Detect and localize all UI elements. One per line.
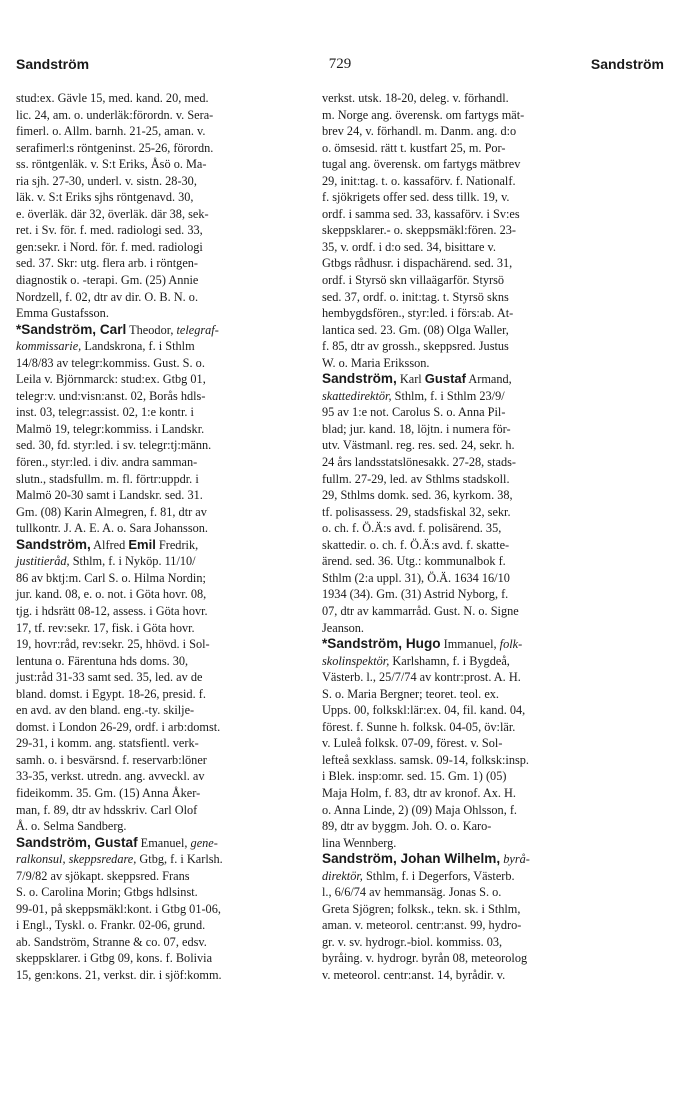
- text-line: [322, 487, 622, 504]
- occupation-title: gene-: [190, 835, 218, 850]
- text-line: [16, 404, 316, 421]
- text-segment: skeppsklarer.- o. skeppsmäkl:fören. 23-: [322, 223, 516, 238]
- text-line: [16, 835, 316, 852]
- text-line: [322, 140, 622, 157]
- text-line: [322, 338, 622, 355]
- text-line: [16, 520, 316, 537]
- text-line: [16, 388, 316, 405]
- text-segment: S. o. Maria Bergner; teoret. teol. ex.: [322, 686, 500, 701]
- text-segment: m. Norge ang. överensk. om fartygs mät-: [322, 107, 525, 122]
- text-line: [322, 504, 622, 521]
- text-segment: utv. Västmanl. reg. res. sed. 24, sekr. h.: [322, 438, 515, 453]
- text-segment: samh. o. i besvärsnd. f. reservarb:löner: [16, 752, 207, 767]
- entry-headword: Sandström,: [322, 371, 397, 387]
- text-line: [16, 636, 316, 653]
- occupation-title: folk-: [499, 637, 523, 652]
- text-line: [16, 917, 316, 934]
- text-segment: fören., styr:led. i div. andra samman-: [16, 455, 198, 470]
- text-line: [16, 702, 316, 719]
- text-line: [16, 189, 316, 206]
- text-line: [16, 570, 316, 587]
- text-segment: gen:sekr. i Nord. för. f. med. radiologi: [16, 239, 203, 254]
- text-segment: ärend. sed. 36. Utg.: kommunalbok f.: [322, 554, 506, 569]
- text-line: [322, 239, 622, 256]
- text-segment: 95 av 1:e not. Carolus S. o. Anna Pil-: [322, 405, 506, 420]
- text-segment: ss. röntgenläk. v. S:t Eriks, Åsö o. Ma-: [16, 157, 207, 172]
- text-segment: lina Wennberg.: [322, 835, 397, 850]
- text-line: [322, 206, 622, 223]
- text-line: [16, 537, 316, 554]
- text-segment: Immanuel,: [440, 637, 500, 652]
- text-line: [16, 289, 316, 306]
- text-line: [322, 851, 622, 868]
- text-segment: i Engl., Tyskl. o. Frankr. 02-06, grund.: [16, 918, 206, 933]
- text-line: [322, 471, 622, 488]
- text-line: [322, 173, 622, 190]
- text-line: [16, 371, 316, 388]
- entry-headword: *Sandström, Carl: [16, 321, 127, 337]
- page-header: [16, 56, 664, 78]
- text-line: [16, 222, 316, 239]
- text-line: [322, 437, 622, 454]
- text-segment: aman. v. meteorol. centr:anst. 99, hydro-: [322, 918, 522, 933]
- text-segment: läk. v. S:t Eriks sjhs röntgenavd. 30,: [16, 190, 194, 205]
- text-segment: 07, dtr av kammarråd. Gust. N. o. Signe: [322, 603, 519, 618]
- text-line: [16, 752, 316, 769]
- text-segment: Theodor,: [126, 322, 177, 337]
- page-number: 729: [328, 56, 352, 72]
- text-segment: ria sjh. 27-30, underl. v. sistn. 28-30,: [16, 173, 197, 188]
- text-segment: Landskrona, f. i Sthlm: [81, 339, 195, 354]
- text-line: [322, 156, 622, 173]
- text-line: [322, 620, 622, 637]
- text-segment: 1934 (34). Gm. (31) Astrid Nyborg, f.: [322, 587, 509, 602]
- text-segment: diagnostik o. -terapi. Gm. (25) Annie: [16, 273, 199, 288]
- text-line: [322, 653, 622, 670]
- text-line: [16, 818, 316, 835]
- text-segment: sed. 37. Skr: utg. flera arb. i röntgen-: [16, 256, 199, 271]
- text-segment: 29, init:tag. t. o. kassaförv. f. Nationalf.: [322, 173, 516, 188]
- text-line: [322, 305, 622, 322]
- text-segment: Å. o. Selma Sandberg.: [16, 819, 127, 834]
- text-segment: Emanuel,: [137, 835, 191, 850]
- text-line: [16, 620, 316, 637]
- text-segment: f. 85, dtr av grossh., skeppsred. Justus: [322, 339, 509, 354]
- text-line: [16, 603, 316, 620]
- text-line: [16, 901, 316, 918]
- text-segment: Alfred: [90, 537, 129, 552]
- text-segment: gr. v. sv. hydrogr.-biol. kommiss. 03,: [322, 934, 503, 949]
- text-segment: blad; jur. kand. 18, löjtn. i numera för-: [322, 421, 511, 436]
- occupation-title: telegraf-: [176, 322, 219, 337]
- text-line: [322, 934, 622, 951]
- text-line: [16, 884, 316, 901]
- text-line: [322, 322, 622, 339]
- text-segment: tf. polisassess. 29, stadsfiskal 32, sekr.: [322, 504, 511, 519]
- text-segment: l., 6/6/74 av hemmansäg. Jonas S. o.: [322, 885, 502, 900]
- text-line: [322, 735, 622, 752]
- text-line: [16, 553, 316, 570]
- text-segment: Jeanson.: [322, 620, 365, 635]
- text-segment: ordf. i Styrsö skn villaägarför. Styrsö: [322, 273, 505, 288]
- text-segment: 7/9/82 av sjökapt. skeppsred. Frans: [16, 868, 190, 883]
- text-segment: Sthlm, f. i Sthlm 23/9/: [391, 388, 505, 403]
- text-segment: ret. i Sv. för. f. med. radiologi sed. 33,: [16, 223, 203, 238]
- text-segment: just:råd 31-33 samt sed. 35, led. av de: [16, 670, 203, 685]
- text-segment: 17, tf. rev:sekr. 17, fisk. i Göta hovr.: [16, 620, 195, 635]
- text-line: [322, 901, 622, 918]
- text-line: [16, 653, 316, 670]
- text-segment: förest. f. Sunne h. folksk. 04-05, öv:lär.: [322, 719, 516, 734]
- text-segment: 19, hovr:råd, rev:sekr. 25, hhövd. i Sol-: [16, 637, 210, 652]
- text-segment: telegr:v. und:visn:anst. 02, Borås hdls-: [16, 388, 206, 403]
- text-segment: Sthlm, f. i Nyköp. 11/10/: [69, 554, 196, 569]
- text-segment: e. överläk. där 32, överläk. där 38, sek-: [16, 206, 209, 221]
- text-segment: Upps. 00, folkskl:lär:ex. 04, fil. kand. 04,: [322, 703, 526, 718]
- text-line: [16, 206, 316, 223]
- given-name: Gustaf: [424, 371, 466, 387]
- text-line: [16, 669, 316, 686]
- running-head-left: Sandström: [16, 56, 90, 72]
- text-line: [322, 719, 622, 736]
- text-segment: S. o. Carolina Morin; Gtbgs hdlsinst.: [16, 885, 198, 900]
- text-segment: ab. Sandström, Stranne & co. 07, edsv.: [16, 934, 207, 949]
- left-column: [16, 90, 316, 984]
- running-head-right: Sandström: [590, 56, 664, 72]
- text-segment: Sthlm, f. i Degerfors, Västerb.: [362, 868, 515, 883]
- text-segment: jur. kand. 08, e. o. not. i Göta hovr. 08,: [16, 587, 207, 602]
- text-line: [322, 454, 622, 471]
- text-line: [322, 404, 622, 421]
- text-segment: fullm. 27-29, led. av Sthlms stadskoll.: [322, 471, 510, 486]
- text-segment: Gm. (08) Karin Almegren, f. 81, dtr av: [16, 504, 207, 519]
- text-line: [16, 454, 316, 471]
- given-name: Emil: [128, 536, 156, 552]
- occupation-title: kommissarie,: [16, 339, 82, 354]
- text-line: [16, 802, 316, 819]
- text-line: [322, 752, 622, 769]
- text-segment: 33-35, verkst. utredn. ang. avveckl. av: [16, 769, 205, 784]
- text-segment: Västerb. l., 25/7/74 av kontr:prost. A. H.: [322, 670, 521, 685]
- text-line: [16, 967, 316, 984]
- text-segment: skeppsklarer. i Gtbg 09, kons. f. Bolivia: [16, 951, 213, 966]
- text-line: [16, 950, 316, 967]
- text-line: [322, 189, 622, 206]
- text-line: [322, 702, 622, 719]
- text-segment: bland. domst. i Egypt. 18-26, presid. f.: [16, 686, 206, 701]
- text-line: [322, 785, 622, 802]
- text-line: [16, 686, 316, 703]
- text-segment: ordf. i samma sed. 33, kassaförv. i Sv:es: [322, 206, 520, 221]
- text-segment: 99-01, på skeppsmäkl:kont. i Gtbg 01-06,: [16, 901, 221, 916]
- text-segment: f. sjökrigets offer sed. dess tillk. 19, v.: [322, 190, 510, 205]
- text-segment: o. ch. f. Ö.Ä:s avd. f. polisärend. 35,: [322, 521, 502, 536]
- text-segment: inst. 03, telegr:assist. 02, 1:e kontr. i: [16, 405, 194, 420]
- text-line: [322, 90, 622, 107]
- occupation-title: skolinspektör,: [322, 653, 390, 668]
- text-segment: 35, v. ordf. i d:o sed. 34, bisittare v.: [322, 239, 496, 254]
- occupation-title: justitieråd,: [16, 554, 70, 569]
- text-line: [16, 768, 316, 785]
- text-segment: brev 24, v. förhandl. m. Danm. ang. d:o: [322, 124, 517, 139]
- text-segment: o. Anna Linde, 2) (09) Maja Ohlsson, f.: [322, 802, 518, 817]
- text-segment: fimerl. o. Allm. barnh. 21-25, aman. v.: [16, 124, 206, 139]
- text-segment: 29, Sthlms domk. sed. 36, kyrkom. 38,: [322, 488, 513, 503]
- text-line: [16, 437, 316, 454]
- text-line: [16, 355, 316, 372]
- occupation-title: byrå-: [503, 852, 530, 867]
- text-line: [322, 818, 622, 835]
- text-segment: serafimerl:s röntgeninst. 25-26, förordn.: [16, 140, 214, 155]
- text-line: [16, 173, 316, 190]
- text-segment: hembygdsfören., styr:led. i förs:ab. At-: [322, 306, 514, 321]
- text-line: [16, 107, 316, 124]
- text-segment: Fredrik,: [155, 537, 199, 552]
- text-segment: 29-31, i komm. ang. statsfientl. verk-: [16, 736, 199, 751]
- text-segment: Karlshamn, f. i Bygdeå,: [389, 653, 510, 668]
- text-line: [322, 868, 622, 885]
- text-segment: Armand,: [465, 372, 512, 387]
- text-line: [322, 421, 622, 438]
- text-segment: slutn., stadsfullm. m. fl. förtr:uppdr. i: [16, 471, 199, 486]
- text-line: [16, 156, 316, 173]
- text-segment: lentuna o. Färentuna hds doms. 30,: [16, 653, 189, 668]
- text-line: [16, 255, 316, 272]
- text-line: [322, 917, 622, 934]
- text-line: [322, 636, 622, 653]
- text-line: [16, 487, 316, 504]
- text-line: [16, 868, 316, 885]
- text-line: [322, 835, 622, 852]
- text-line: [322, 222, 622, 239]
- text-segment: 14/8/83 av telegr:kommiss. Gust. S. o.: [16, 355, 205, 370]
- text-line: [16, 123, 316, 140]
- text-line: [322, 586, 622, 603]
- text-segment: Malmö 20-30 samt i Landskr. sed. 31.: [16, 488, 203, 503]
- text-line: [322, 553, 622, 570]
- text-segment: 86 av bktj:m. Carl S. o. Hilma Nordin;: [16, 570, 206, 585]
- text-line: [322, 686, 622, 703]
- text-line: [16, 239, 316, 256]
- text-segment: tugal ang. överensk. om fartygs mätbrev: [322, 157, 521, 172]
- text-line: [322, 520, 622, 537]
- text-segment: Maja Holm, f. 83, dtr av kronof. Ax. H.: [322, 785, 516, 800]
- text-line: [16, 90, 316, 107]
- text-segment: Leila v. Björnmarck: stud:ex. Gtbg 01,: [16, 372, 206, 387]
- text-line: [16, 471, 316, 488]
- text-line: [322, 123, 622, 140]
- text-line: [16, 421, 316, 438]
- text-line: [16, 719, 316, 736]
- text-segment: 15, gen:kons. 21, verkst. dir. i sjöf:komm.: [16, 967, 222, 982]
- text-line: [16, 338, 316, 355]
- text-segment: W. o. Maria Eriksson.: [322, 355, 430, 370]
- text-line: [322, 669, 622, 686]
- text-line: [16, 934, 316, 951]
- text-segment: o. ömsesid. rätt t. kustfart 25, m. Por-: [322, 140, 506, 155]
- text-segment: Emma Gustafsson.: [16, 306, 109, 321]
- text-line: [16, 504, 316, 521]
- text-segment: Sthlm (2:a uppl. 31), Ö.Ä. 1634 16/10: [322, 570, 510, 585]
- text-segment: domst. i London 26-29, ordf. i arb:domst.: [16, 719, 221, 734]
- text-segment: Gtbg, f. i Karlsh.: [136, 852, 223, 867]
- occupation-title: skattedirektör,: [322, 388, 392, 403]
- text-segment: byråing. v. hydrogr. byrån 08, meteorolog: [322, 951, 528, 966]
- text-segment: man, f. 89, dtr av hdsskriv. Carl Olof: [16, 802, 198, 817]
- text-segment: en avd. av den bland. eng.-ty. skilje-: [16, 703, 195, 718]
- entry-headword: Sandström,: [16, 536, 91, 552]
- entry-headword: *Sandström, Hugo: [322, 636, 441, 652]
- text-segment: fideikomm. 35. Gm. (15) Anna Åker-: [16, 785, 201, 800]
- text-segment: tjg. i hdsrätt 08-12, assess. i Göta hovr.: [16, 603, 208, 618]
- text-line: [322, 255, 622, 272]
- text-segment: Greta Sjögren; folksk., tekn. sk. i Sthlm,: [322, 901, 521, 916]
- text-segment: lantica sed. 23. Gm. (08) Olga Waller,: [322, 322, 509, 337]
- text-segment: i Blek. insp:omr. sed. 15. Gm. 1) (05): [322, 769, 507, 784]
- text-line: [16, 785, 316, 802]
- text-segment: sed. 30, fd. styr:led. i sv. telegr:tj:männ.: [16, 438, 212, 453]
- text-line: [322, 107, 622, 124]
- text-line: [322, 802, 622, 819]
- text-line: [322, 388, 622, 405]
- text-segment: Karl: [396, 372, 425, 387]
- text-line: [322, 272, 622, 289]
- text-line: [322, 603, 622, 620]
- text-segment: v. meteorol. centr:anst. 14, byrådir. v.: [322, 967, 506, 982]
- text-line: [16, 851, 316, 868]
- text-line: [322, 768, 622, 785]
- text-segment: lefteå sexklass. samsk. 09-14, folksk:insp.: [322, 752, 529, 767]
- text-segment: 24 års landsstatslönesakk. 27-28, stads-: [322, 455, 516, 470]
- text-line: [322, 289, 622, 306]
- text-line: [322, 570, 622, 587]
- text-line: [322, 950, 622, 967]
- text-line: [322, 355, 622, 372]
- text-line: [16, 735, 316, 752]
- text-segment: v. Luleå folksk. 07-09, förest. v. Sol-: [322, 736, 503, 751]
- text-segment: verkst. utsk. 18-20, deleg. v. förhandl.: [322, 91, 509, 105]
- text-line: [322, 371, 622, 388]
- entry-headword: Sandström, Johan Wilhelm,: [322, 851, 501, 867]
- text-segment: Nordzell, f. 02, dtr av dir. O. B. N. o.: [16, 289, 199, 304]
- text-segment: lic. 24, am. o. underläk:förordn. v. Sera-: [16, 107, 214, 122]
- text-line: [322, 537, 622, 554]
- text-segment: tullkontr. J. A. E. A. o. Sara Johansson.: [16, 521, 208, 536]
- text-line: [16, 322, 316, 339]
- text-segment: sed. 37, ordf. o. init:tag. t. Styrsö skns: [322, 289, 509, 304]
- entry-headword: Sandström, Gustaf: [16, 834, 138, 850]
- text-segment: 89, dtr av byggm. Joh. O. o. Karo-: [322, 819, 492, 834]
- occupation-title: direktör,: [322, 868, 363, 883]
- text-line: [16, 140, 316, 157]
- text-segment: stud:ex. Gävle 15, med. kand. 20, med.: [16, 91, 209, 105]
- text-line: [322, 967, 622, 984]
- text-line: [16, 305, 316, 322]
- text-line: [16, 586, 316, 603]
- text-segment: skattedir. o. ch. f. Ö.Ä:s avd. f. skatte-: [322, 537, 510, 552]
- occupation-title: ralkonsul, skeppsredare,: [16, 852, 137, 867]
- text-line: [322, 884, 622, 901]
- text-segment: Malmö 19, telegr:kommiss. i Landskr.: [16, 421, 205, 436]
- right-column: [322, 90, 622, 984]
- text-line: [16, 272, 316, 289]
- text-segment: Gtbgs rådhusr. i dispachärend. sed. 31,: [322, 256, 513, 271]
